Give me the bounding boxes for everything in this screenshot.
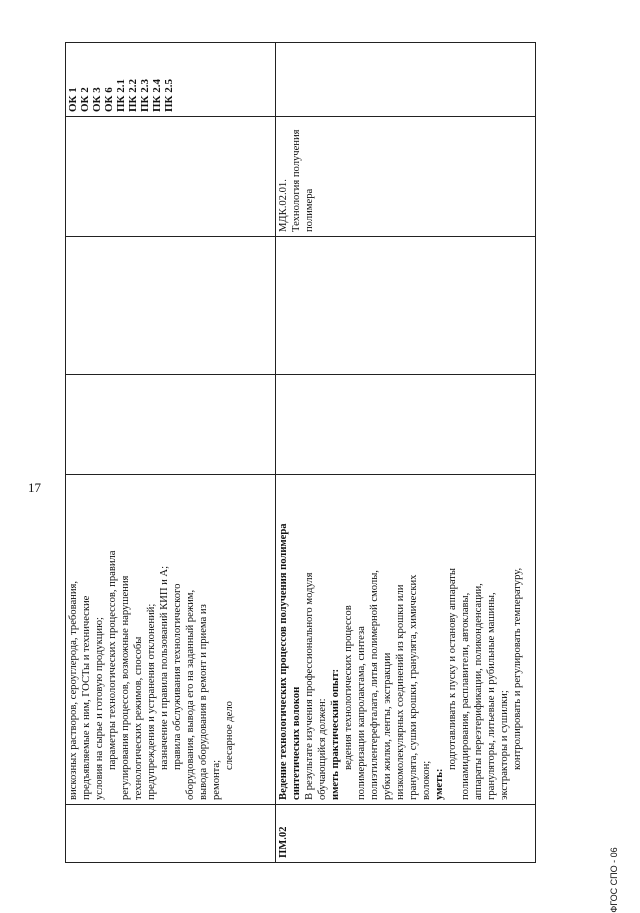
text-line: рубки жилки, ленты, экстракции	[382, 652, 393, 800]
competency-code: ПК 2.3	[139, 78, 151, 112]
text-line: технологических режимов, способы	[133, 636, 144, 800]
cell-hours	[276, 237, 536, 375]
text-line: полимеризации капролактама, синтеза	[356, 626, 367, 800]
text-line: оборудования, вывода его на заданный режим,	[185, 589, 196, 800]
module-title: Ведение технологических процессов получения полимера синтетических волокон	[278, 523, 302, 800]
text-line: предупреждения и устранения отклонений;	[146, 603, 157, 800]
text-line: вискозных растворов, сероуглерода, требования,	[68, 580, 79, 800]
footer-label: ФГОС СПО - 06	[609, 847, 619, 913]
cell-competencies	[276, 43, 536, 117]
text-line: контролировать и регулировать температуру,	[512, 567, 523, 770]
text-line: вывода оборудования в ремонт и приема из	[198, 604, 209, 800]
text-line: В результате изучения профессионального модуля	[304, 572, 315, 800]
cell-index	[66, 805, 276, 863]
cell-competencies	[66, 43, 276, 117]
page-number: 17	[28, 480, 41, 495]
text-line: слесарное дело	[224, 701, 235, 770]
skills-label: уметь:	[434, 768, 445, 800]
text-line: ведения технологических процессов	[343, 605, 354, 770]
table-row	[66, 43, 276, 863]
text-line: волокон;	[421, 760, 432, 800]
text-line: параметры технологических процессов, правила	[107, 550, 118, 770]
text-line: грануляторы, литьевые и рубильные машины,	[486, 592, 497, 800]
competency-code: ОК 6	[103, 87, 115, 112]
competency-code: ПК 2.2	[127, 78, 139, 112]
text-line: назначение и правила пользований КИП и А;	[159, 565, 170, 770]
competency-code: ПК 2.1	[115, 78, 127, 112]
text-line: подготавливать к пуску и останову аппараты	[447, 567, 458, 770]
competency-code: ПК 2.5	[163, 78, 175, 112]
text-line: регулирования процессов, возможные нарушения	[120, 575, 131, 800]
text-line: полиамидирования, расплавители, автоклавы,	[460, 592, 471, 800]
text-line: ремонта;	[211, 759, 222, 800]
text-line: полиэтилентерефталата, литья полимерной смолы,	[369, 570, 380, 800]
footer	[594, 847, 634, 913]
text-line: аппараты переэтерификации, поликонденсации,	[473, 583, 484, 800]
cell-content	[276, 475, 536, 805]
mdk-title: Технология получения полимера	[291, 129, 315, 232]
cell-mdk	[276, 117, 536, 237]
module-code: ПМ.02	[276, 805, 536, 863]
text-line: правила обслуживания технологического	[172, 583, 183, 770]
competency-code: ОК 3	[91, 87, 103, 112]
text-line: условия на сырье и готовую продукцию;	[94, 617, 105, 800]
practice-label: иметь практический опыт:	[330, 668, 341, 800]
competency-code: ПК 2.4	[151, 78, 163, 112]
competency-code: ОК 1	[67, 87, 79, 112]
text-line: гранулята, сушки крошки, гранулята, химических	[408, 574, 419, 800]
cell-hours-total	[66, 375, 276, 475]
text-line: экстракторы и сушилки;	[499, 690, 510, 800]
text-line: обучающийся должен:	[317, 698, 328, 800]
document-table	[65, 43, 535, 863]
cell-content	[66, 475, 276, 805]
text-line: предъявляемые к ним, ГОСТы и технические	[81, 595, 92, 800]
competency-code: ОК 2	[79, 87, 91, 112]
cell-hours-total	[276, 375, 536, 475]
text-line: низкомолекулярных соединений из крошки или	[395, 584, 406, 800]
cell-mdk	[66, 117, 276, 237]
table-row	[276, 43, 536, 863]
cell-hours	[66, 237, 276, 375]
mdk-code: МДК.02.01.	[278, 179, 289, 232]
